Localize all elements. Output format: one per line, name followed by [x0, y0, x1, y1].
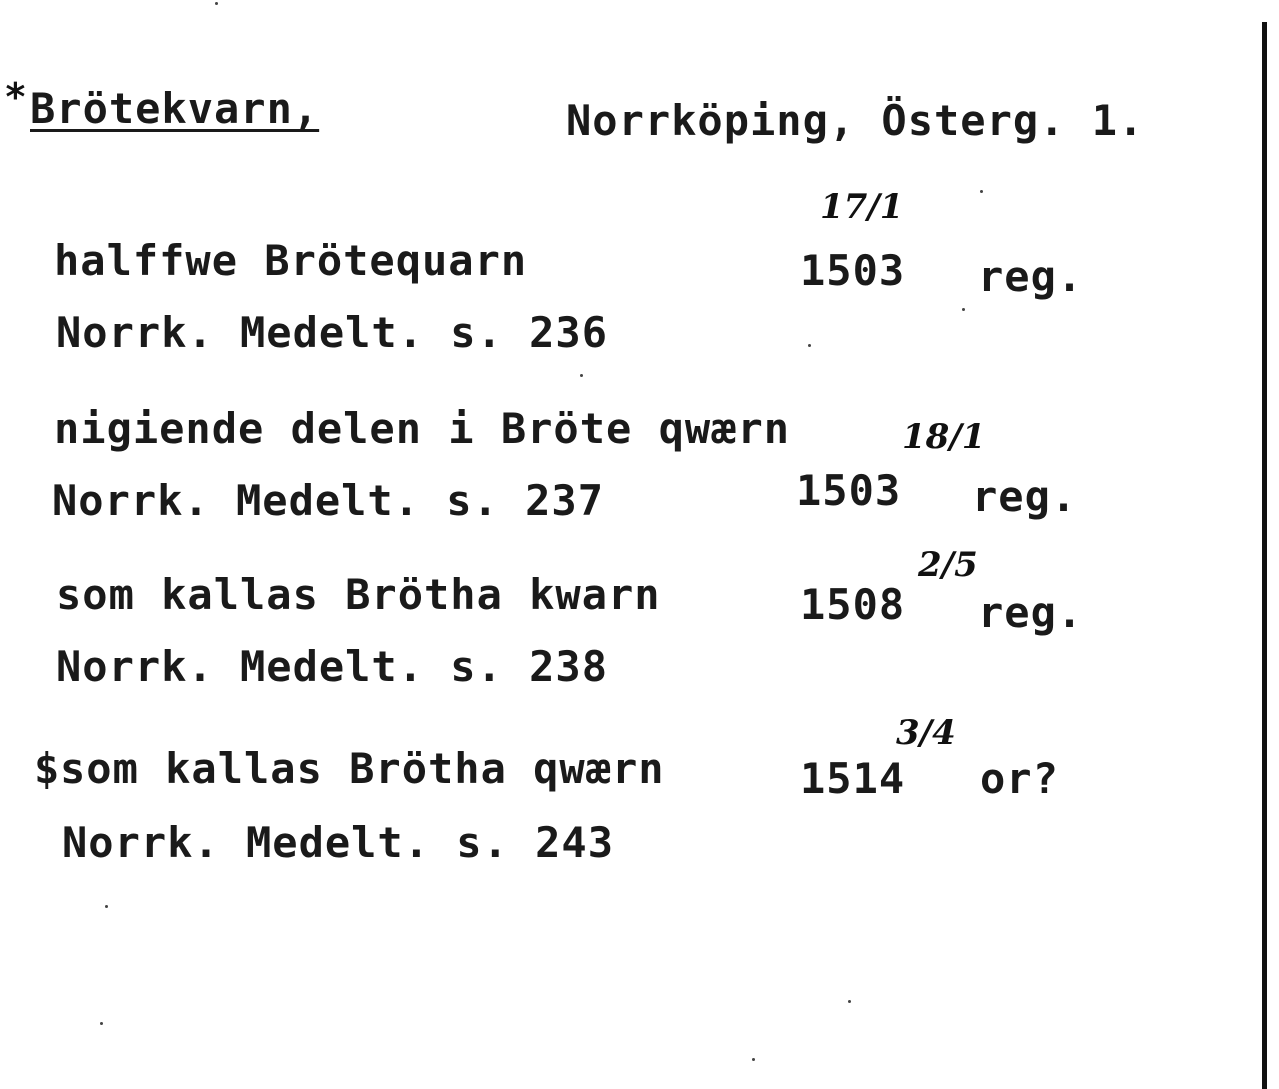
entry-source: reg.: [972, 472, 1078, 521]
scan-speck: [100, 1022, 103, 1025]
scan-speck: [980, 190, 983, 193]
scan-speck: [215, 2, 218, 5]
entry-date-note: 2/5: [918, 545, 978, 585]
scan-speck: [752, 1058, 755, 1061]
scan-speck: [105, 905, 108, 908]
card-edge-line: [1262, 22, 1267, 1089]
scan-speck: [848, 1000, 851, 1003]
entry-prefix-mark: $: [34, 744, 61, 793]
entry-date-note: 18/1: [902, 417, 986, 457]
entry-reference: Norrk. Medelt. s. 236: [56, 308, 609, 357]
entry-source: reg.: [978, 252, 1084, 301]
entry-year: 1503: [800, 246, 906, 295]
entry-date-note: 3/4: [896, 713, 956, 753]
place-name: Brötekvarn,: [30, 84, 320, 133]
scan-speck: [808, 344, 811, 347]
entry-text: som kallas Brötha qwærn: [60, 744, 665, 793]
entry-reference: Norrk. Medelt. s. 238: [56, 642, 609, 691]
scan-speck: [962, 308, 965, 311]
entry-year: 1514: [800, 754, 906, 803]
entry-year: 1503: [796, 466, 902, 515]
entry-text: halffwe Brötequarn: [54, 236, 528, 285]
scan-speck: [580, 374, 583, 377]
entry-source: reg.: [978, 588, 1084, 637]
entry-reference: Norrk. Medelt. s. 237: [52, 476, 605, 525]
asterisk-mark: *: [4, 75, 27, 119]
entry-text: nigiende delen i Bröte qwærn: [54, 404, 791, 453]
entry-reference: Norrk. Medelt. s. 243: [62, 818, 615, 867]
entry-date-note: 17/1: [820, 187, 904, 227]
entry-year: 1508: [800, 580, 906, 629]
entry-text: som kallas Brötha kwarn: [56, 570, 661, 619]
location: Norrköping, Österg. 1.: [566, 96, 1145, 145]
entry-source: or?: [980, 754, 1059, 803]
